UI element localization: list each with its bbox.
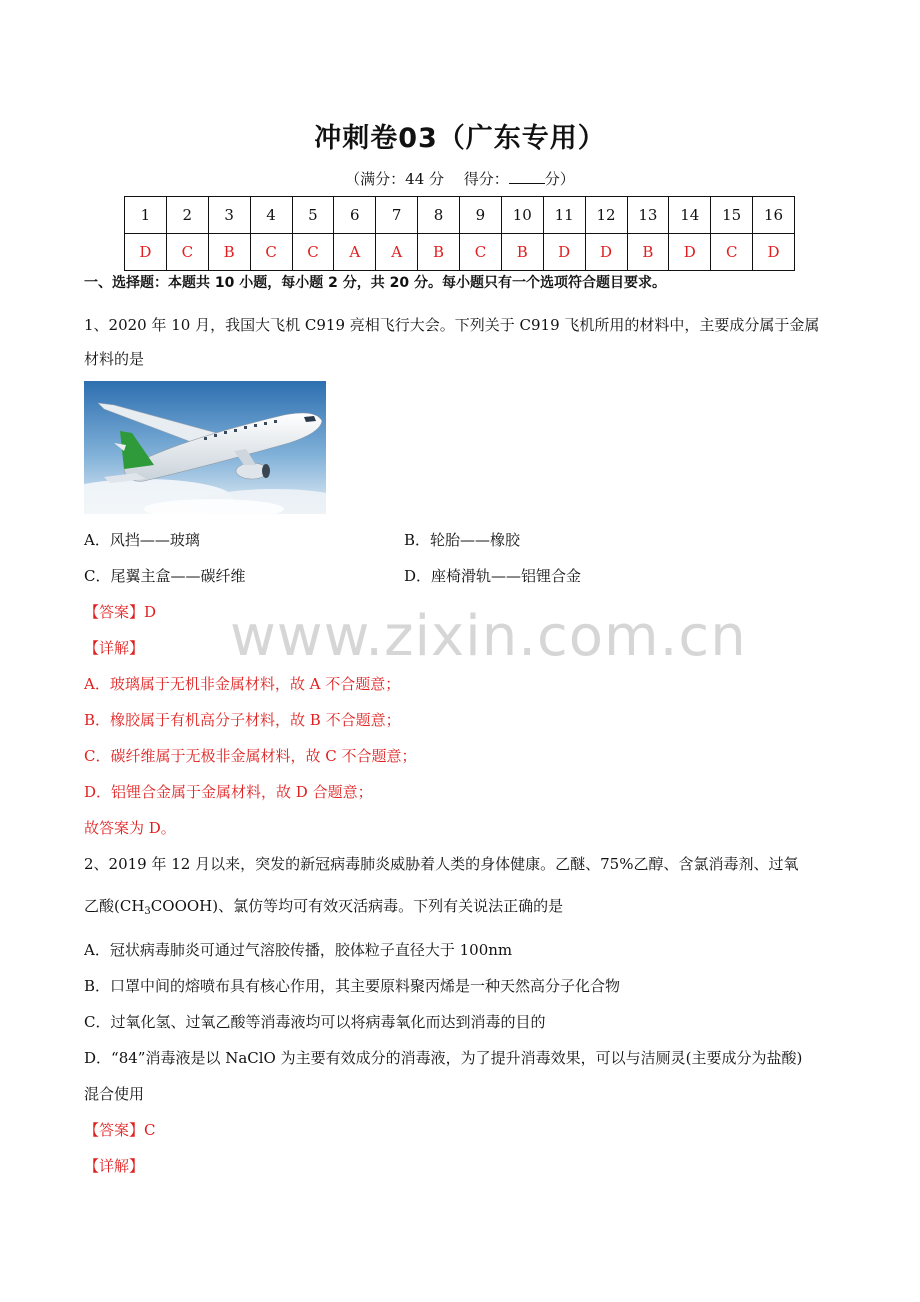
q1-stem-line1: 1、2020 年 10 月，我国大飞机 C919 亮相飞行大会。下列关于 C919 飞机所用的材料中，主要成分属于金属 [84, 316, 820, 334]
q2-formula-ch: CH [119, 897, 145, 915]
answer-table-answer-cell: C [166, 234, 208, 271]
q1-option-c: C．尾翼主盒——碳纤维 [84, 567, 246, 585]
q1-stem-line2: 材料的是 [84, 350, 145, 368]
q2-stem-post: )、氯仿等均可有效灭活病毒。下列有关说法正确的是 [212, 897, 564, 915]
answer-table-answer-cell: D [543, 234, 585, 271]
q1-explain-c: C．碳纤维属于无极非金属材料，故 C 不合题意； [84, 747, 417, 765]
q2-option-d-line2: 混合使用 [84, 1085, 145, 1103]
q2-stem-line1: 2、2019 年 12 月以来，突发的新冠病毒肺炎威胁着人类的身体健康。乙醚、75%乙醇、含氯消毒剂、过氧 [84, 855, 799, 873]
answer-table-answer-cell: D [753, 234, 795, 271]
answer-table-number-cell: 2 [166, 197, 208, 234]
score-prefix: （满分：44 分 得分： [345, 170, 509, 188]
answer-table-number-cell: 3 [208, 197, 250, 234]
answer-table-number-cell: 12 [585, 197, 627, 234]
q1-option-b: B．轮胎——橡胶 [404, 531, 521, 549]
q2-answer [84, 1119, 155, 1140]
q1-option-a: A．风挡——玻璃 [84, 531, 200, 549]
q1-explain-b: B．橡胶属于有机高分子材料，故 B 不合题意； [84, 711, 401, 729]
score-line [0, 168, 920, 189]
watermark: www.zixin.com.cn [230, 604, 747, 669]
q1-answer-text: 【答案】D [84, 603, 157, 621]
score-blank[interactable] [509, 171, 545, 184]
answer-table-answer-cell: D [585, 234, 627, 271]
q1-detail-label: 【详解】 [84, 639, 145, 657]
page-title: 冲刺卷03（广东专用） [314, 123, 606, 154]
q1-answer [84, 601, 156, 622]
answer-table [124, 196, 795, 271]
answer-table-answer-row [125, 234, 795, 271]
answer-table-number-cell: 4 [250, 197, 292, 234]
answer-table-number-cell: 11 [543, 197, 585, 234]
q2-option-c: C．过氧化氢、过氧乙酸等消毒液均可以将病毒氧化而达到消毒的目的 [84, 1013, 546, 1031]
q2-stem-line2 [84, 895, 563, 917]
q2-option-d-line1: D．“84”消毒液是以 NaClO 为主要有效成分的消毒液，为了提升消毒效果，可以与洁厕灵(主要成分为盐酸) [84, 1049, 803, 1067]
answer-table-answer-cell: B [627, 234, 669, 271]
answer-table-answer-cell: B [501, 234, 543, 271]
answer-table-number-cell: 16 [753, 197, 795, 234]
answer-table-number-cell: 8 [418, 197, 460, 234]
answer-table-answer-cell: C [250, 234, 292, 271]
airplane-image [84, 381, 326, 514]
answer-table-answer-cell: D [125, 234, 167, 271]
q1-explain-d: D．铝锂合金属于金属材料，故 D 合题意； [84, 783, 373, 801]
answer-table-answer-cell: B [418, 234, 460, 271]
q1-conclusion: 故答案为 D。 [84, 819, 176, 837]
q2-formula [120, 897, 212, 915]
q2-formula-sub: 3 [144, 906, 151, 917]
answer-table-answer-cell: A [376, 234, 418, 271]
answer-table-number-cell: 6 [334, 197, 376, 234]
answer-table-number-cell: 10 [501, 197, 543, 234]
answer-table-number-cell: 9 [460, 197, 502, 234]
answer-table-answer-cell: D [669, 234, 711, 271]
q1-option-d: D．座椅滑轨——铝锂合金 [404, 567, 582, 585]
answer-table-answer-cell: C [460, 234, 502, 271]
answer-table-number-cell: 15 [711, 197, 753, 234]
answer-table-answer-cell: B [208, 234, 250, 271]
answer-table-number-cell: 14 [669, 197, 711, 234]
answer-table-number-cell: 7 [376, 197, 418, 234]
q2-option-a: A．冠状病毒肺炎可通过气溶胶传播，胶体粒子直径大于 100nm [84, 941, 513, 959]
answer-table-answer-cell: A [334, 234, 376, 271]
q1-explain-a: A．玻璃属于无机非金属材料，故 A 不合题意； [84, 675, 401, 693]
answer-table-number-row [125, 197, 795, 234]
score-suffix: 分） [544, 170, 575, 188]
answer-table-answer-cell: C [292, 234, 334, 271]
q2-option-b: B．口罩中间的熔喷布具有核心作用，其主要原料聚丙烯是一种天然高分子化合物 [84, 977, 621, 995]
answer-table-number-cell: 13 [627, 197, 669, 234]
q2-formula-cooh: COOOH [150, 897, 213, 915]
q2-answer-text: 【答案】C [84, 1121, 156, 1139]
answer-table-number-cell: 5 [292, 197, 334, 234]
q2-stem-pre: 乙酸( [84, 897, 120, 915]
answer-table-number-cell: 1 [125, 197, 167, 234]
section-header: 一、选择题：本题共 10 小题，每小题 2 分，共 20 分。每小题只有一个选项符合题目要求。 [84, 275, 666, 291]
answer-table-answer-cell: C [711, 234, 753, 271]
q2-detail-label: 【详解】 [84, 1157, 145, 1175]
